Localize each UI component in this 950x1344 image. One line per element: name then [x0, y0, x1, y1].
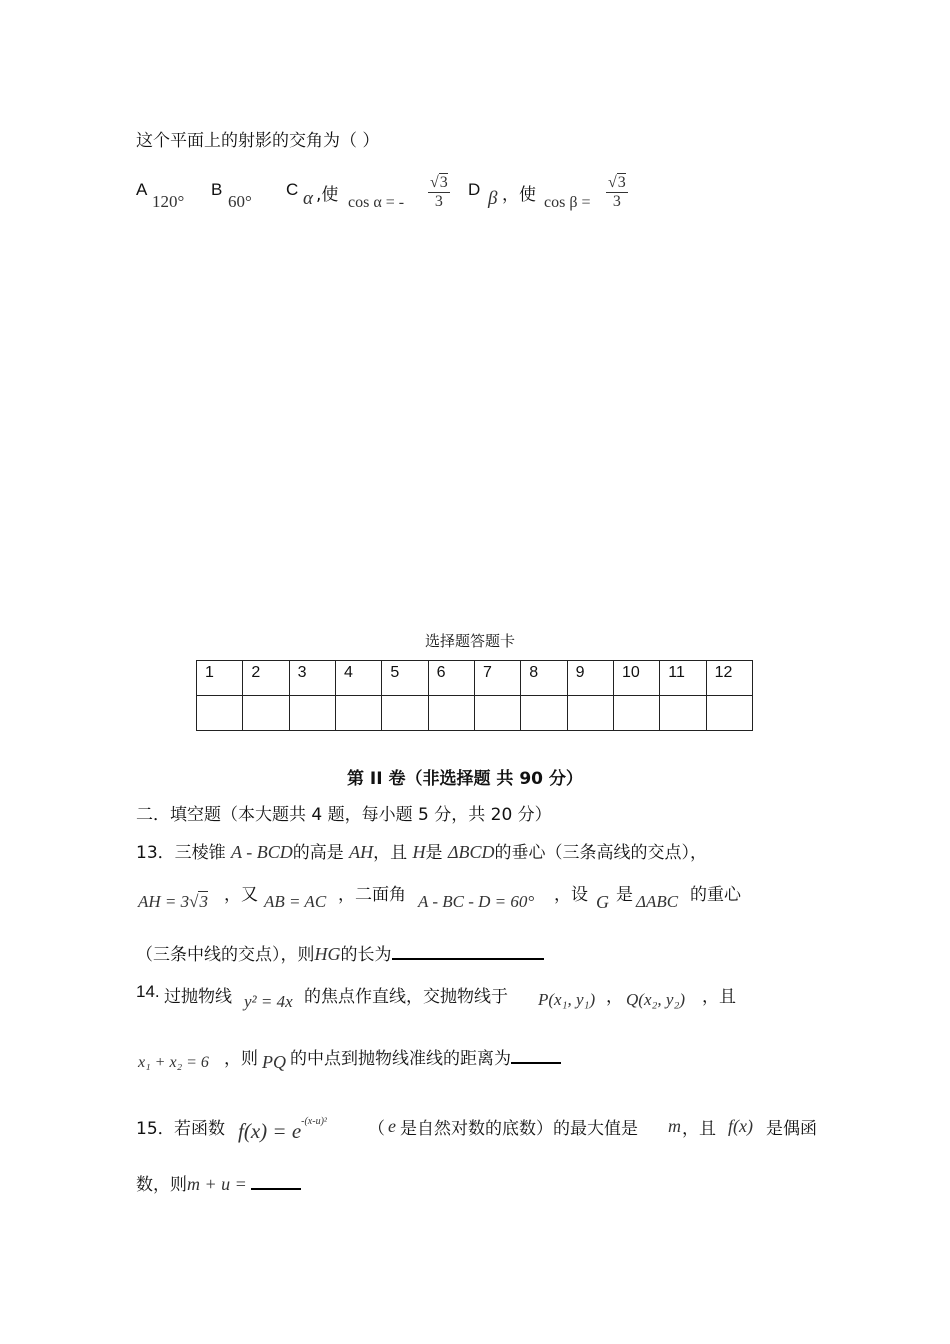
- answer-card-number: 10: [613, 661, 659, 696]
- option-c-sqrt: 3: [439, 174, 448, 191]
- q14-text: 的中点到抛物线准线的距离为: [290, 1049, 511, 1069]
- option-d-text: ，使: [502, 185, 536, 205]
- q14-text: ，则: [224, 1049, 258, 1069]
- q14-math: x₁ + x₂ = 6: [138, 1054, 209, 1071]
- q14-math: P(x₁, y₁): [538, 990, 596, 1009]
- q15-text: （: [368, 1119, 385, 1139]
- q13-math: HG: [314, 944, 341, 964]
- option-d-expr: cos β =: [544, 194, 591, 211]
- answer-card-answer-row: [197, 696, 753, 731]
- answer-card-number: 11: [660, 661, 706, 696]
- q13-number: 13．: [136, 843, 175, 863]
- option-c-var: α: [303, 188, 313, 209]
- answer-cell[interactable]: [706, 696, 752, 731]
- q13-math: A - BCD: [231, 842, 293, 862]
- answer-card-table: [196, 660, 753, 731]
- q15-math: e: [388, 1116, 396, 1136]
- answer-card-number: 3: [289, 661, 335, 696]
- answer-cell[interactable]: [521, 696, 567, 731]
- q13-math: ΔABC: [636, 892, 679, 911]
- q14-math: Q(x₂, y₂): [626, 990, 686, 1009]
- answer-cell[interactable]: [613, 696, 659, 731]
- option-a-letter: A: [136, 180, 148, 199]
- option-d-den: 3: [612, 192, 621, 210]
- q14-text: ，且: [702, 987, 736, 1007]
- q13-text: 的长为: [340, 945, 392, 965]
- q13-text: ，二面角: [338, 885, 406, 905]
- q13-text: ，设: [554, 885, 588, 905]
- q14-text: 的焦点作直线，交抛物线于: [304, 987, 508, 1007]
- option-c-letter: C: [286, 180, 299, 199]
- option-d-letter: D: [468, 180, 481, 199]
- q13-text: ，又: [224, 885, 258, 905]
- q14-answer-blank[interactable]: [511, 1048, 561, 1064]
- q15-text: 若函数: [174, 1119, 225, 1139]
- q13-math: AH: [349, 842, 374, 862]
- answer-card-number: 12: [706, 661, 752, 696]
- q13-line3: [136, 940, 544, 965]
- answer-cell[interactable]: [335, 696, 381, 731]
- q13-text: 的重心: [690, 885, 741, 905]
- answer-cell[interactable]: [382, 696, 428, 731]
- q14-math: y² = 4x: [244, 992, 293, 1011]
- q13-text: （三条中线的交点），则: [136, 945, 315, 965]
- answer-cell[interactable]: [567, 696, 613, 731]
- q15-math: f(x): [728, 1116, 753, 1136]
- q13-math: AB = AC: [264, 892, 327, 911]
- q13-text: 是: [616, 885, 633, 905]
- option-c-fraction: $\frac{√3}{3}$: [430, 174, 448, 210]
- q13-text: 三棱锥: [174, 843, 226, 863]
- q13-text: ，且: [373, 843, 408, 863]
- q13-text: 的垂心（三条高线的交点），: [494, 843, 708, 863]
- q15-exponent: -(x-u)²: [301, 1116, 327, 1127]
- q15-text: 是偶函: [766, 1119, 817, 1139]
- q15-text: 数，则: [136, 1175, 187, 1195]
- answer-cell[interactable]: [660, 696, 706, 731]
- option-d-sqrt: 3: [617, 174, 626, 191]
- q13-math: ΔBCD: [447, 842, 495, 862]
- answer-card-number: 7: [474, 661, 520, 696]
- q15-number: 15．: [136, 1119, 175, 1139]
- option-b-value: 60°: [228, 192, 252, 211]
- q14-text: ，: [606, 987, 623, 1007]
- answer-card-number-row: [197, 661, 753, 696]
- q13-math: H: [412, 842, 426, 862]
- answer-card-number: 4: [335, 661, 381, 696]
- answer-card-number: 2: [243, 661, 289, 696]
- option-b-letter: B: [211, 180, 223, 199]
- answer-cell[interactable]: [474, 696, 520, 731]
- q15-answer-blank[interactable]: [251, 1174, 301, 1190]
- answer-card-title: 选择题答题卡: [425, 632, 516, 650]
- option-a-value: 120°: [152, 192, 185, 211]
- q15-text: ，且: [682, 1119, 716, 1139]
- q14-number: 14.: [136, 982, 160, 1001]
- q13-math: AH = 3√3: [138, 892, 208, 911]
- q13-math: A - BC - D = 60°: [418, 892, 535, 911]
- q13-text: 的高是: [292, 843, 344, 863]
- option-c-text: ,使: [316, 185, 339, 205]
- option-c-den: 3: [434, 192, 443, 210]
- answer-card-number: 5: [382, 661, 428, 696]
- q13-line1: [136, 838, 707, 863]
- answer-cell[interactable]: [243, 696, 289, 731]
- option-d-var: β: [488, 188, 498, 209]
- q15-line2: [136, 1170, 301, 1195]
- q13-answer-blank[interactable]: [392, 944, 544, 960]
- q13-math: G: [596, 892, 609, 912]
- section2-heading: 二．填空题（本大题共 4 题，每小题 5 分，共 20 分）: [136, 805, 552, 825]
- option-d-fraction: $\frac{√3}{3}$: [608, 174, 626, 210]
- q15-text: 是自然对数的底数）的最大值是: [400, 1119, 638, 1139]
- answer-card-number: 6: [428, 661, 474, 696]
- q15-math: $f(x) = e^{-(x-u)^2}$: [238, 1116, 327, 1143]
- q12-stem: 这个平面上的射影的交角为（ ）: [136, 131, 380, 151]
- q13-text: 是: [425, 843, 443, 863]
- answer-cell[interactable]: [428, 696, 474, 731]
- q15-math: m: [668, 1116, 681, 1136]
- option-c-expr: cos α = -: [348, 194, 405, 211]
- q14-math: PQ: [262, 1052, 286, 1072]
- answer-cell[interactable]: [197, 696, 243, 731]
- q15-math: m + u =: [187, 1174, 247, 1194]
- answer-card-number: 8: [521, 661, 567, 696]
- part2-title: 第 II 卷（非选择题 共 90 分）: [347, 769, 583, 789]
- answer-card-number: 1: [197, 661, 243, 696]
- q14-text: 过抛物线: [164, 987, 232, 1007]
- answer-cell[interactable]: [289, 696, 335, 731]
- answer-card-number: 9: [567, 661, 613, 696]
